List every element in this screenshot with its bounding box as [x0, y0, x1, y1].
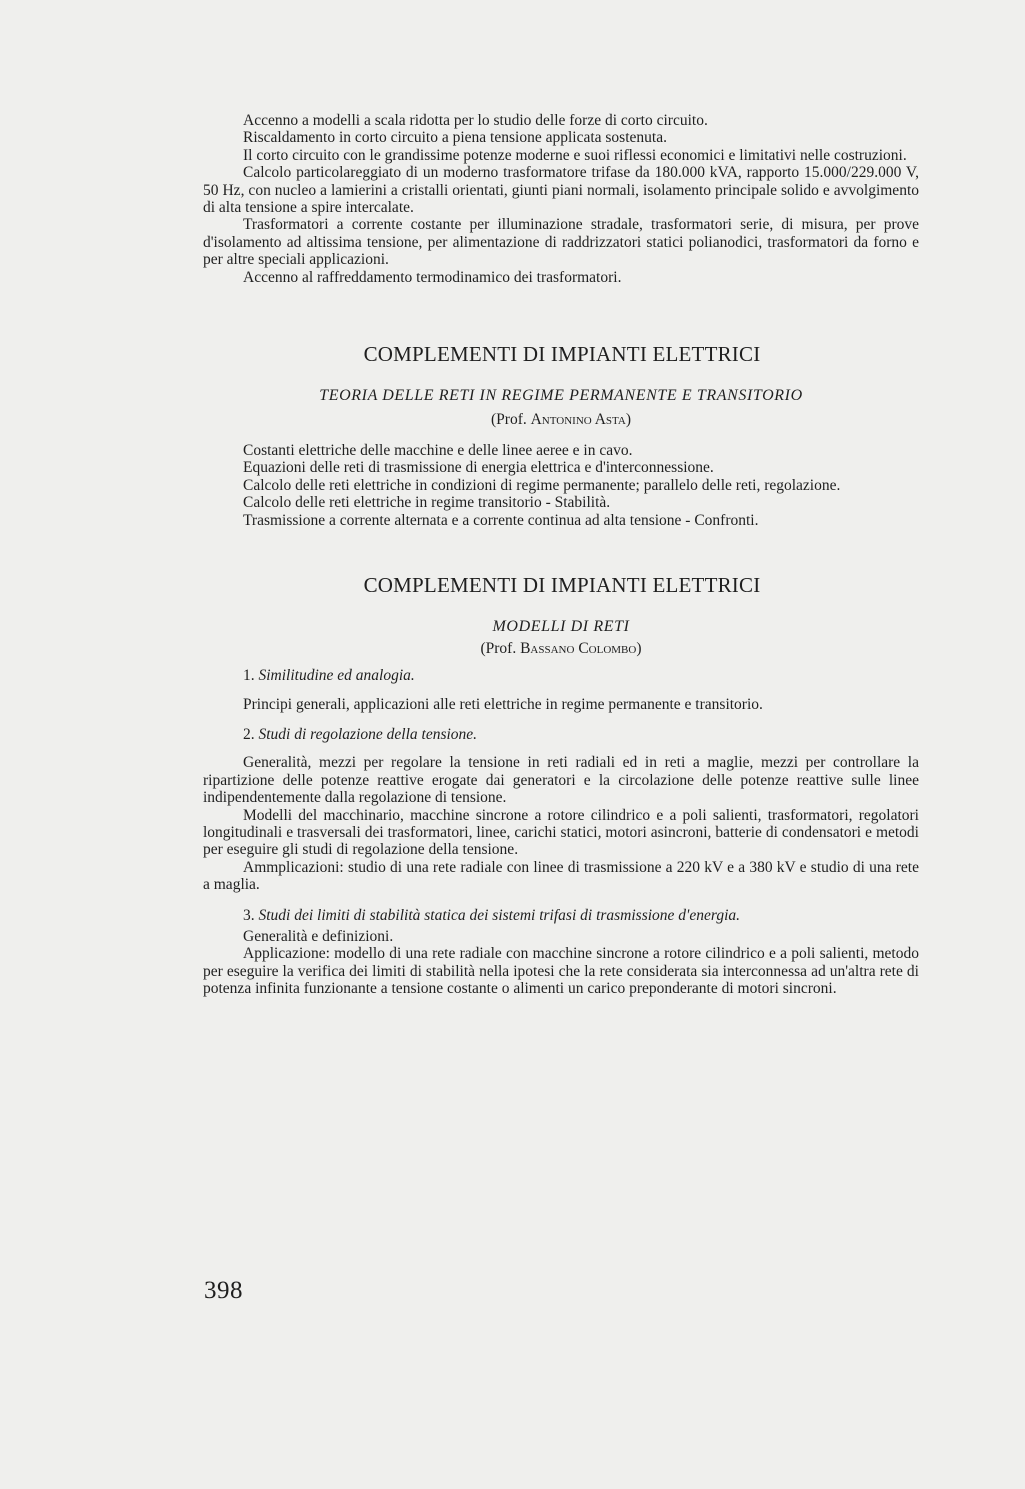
prof-suffix: ) — [636, 640, 642, 658]
paragraph: Trasmissione a corrente alternata e a corrente continua ad alta tensione - Confronti. — [243, 511, 759, 529]
paragraph: Equazioni delle reti di trasmissione di energia elettrica e d'interconnessione. — [243, 459, 714, 477]
page-number: 398 — [204, 1277, 243, 1304]
professor-line — [203, 639, 919, 659]
professor-line — [203, 410, 919, 430]
item-3 — [203, 907, 919, 998]
item-heading — [203, 667, 919, 684]
section-subtitle: MODELLI DI RETI — [492, 618, 630, 636]
section-teoria-reti — [203, 342, 919, 529]
prof-name: Antonino Asta — [530, 411, 626, 429]
prof-prefix: (Prof. — [491, 411, 531, 429]
paragraph: Generalità e definizioni. — [243, 927, 394, 945]
item-heading — [203, 907, 919, 924]
section-modelli-reti — [203, 573, 919, 998]
item-heading-text: Similitudine ed analogia. — [258, 667, 415, 685]
paragraph: Riscaldamento in corto circuito a piena tensione applicata sostenuta. — [243, 129, 667, 147]
prof-name: Bassano Colombo — [520, 640, 637, 658]
page-body — [203, 112, 919, 998]
item-1 — [203, 667, 919, 713]
section-subtitle: TEORIA DELLE RETI IN REGIME PERMANENTE E TRANSITORIO — [319, 387, 803, 405]
paragraph: Il corto circuito con le grandissime potenze moderne e suoi riflessi economici e limitativi nelle costruzioni. — [243, 146, 907, 164]
section-title: COMPLEMENTI DI IMPIANTI ELETTRICI — [363, 342, 761, 367]
prof-prefix: (Prof. — [480, 640, 521, 658]
paragraph: Modelli del macchinario, macchine sincrone a rotore cilindrico e a poli salienti, trasformatori, regolatori longitudinali e trasversali dei trasformatori, linee, carichi statici, motori asincroni, batterie di condensatori e metodi per eseguire gli studi di regolazione della tensione. — [203, 806, 919, 859]
paragraph: Costanti elettriche delle macchine e delle linee aeree e in cavo. — [243, 442, 633, 460]
item-heading-text: Studi di regolazione della tensione. — [258, 725, 478, 743]
item-number: 3. — [243, 906, 255, 924]
paragraph: Accenno a modelli a scala ridotta per lo studio delle forze di corto circuito. — [243, 112, 708, 129]
paragraph: Trasformatori a corrente costante per illuminazione stradale, trasformatori serie, di misura, per prove d'isolamento ad altissima tensione, per alimentazione di raddrizzatori statici polianodici, trasformatori da forno e per altre speciali applicazioni. — [203, 216, 919, 269]
item-heading — [203, 726, 919, 743]
paragraph: Accenno al raffreddamento termodinamico dei trasformatori. — [243, 268, 622, 286]
paragraph: Applicazione: modello di una rete radiale con macchine sincrone a rotore cilindrico e a poli salienti, metodo per eseguire la verifica dei limiti di stabilità nella ipotesi che la rete considerata sia interconnessa ad un'altra rete di potenza infinita funzionante a tensione costante o alimenti un carico preponderante di motori sincroni. — [203, 945, 919, 998]
item-2 — [203, 726, 919, 894]
paragraph: Calcolo delle reti elettriche in regime transitorio - Stabilità. — [243, 494, 611, 512]
paragraph: Principi generali, applicazioni alle reti elettriche in regime permanente e transitorio. — [243, 695, 763, 713]
paragraph: Generalità, mezzi per regolare la tensione in reti radiali ed in reti a maglie, mezzi per controllare la ripartizione delle potenze reattive erogate dai generatori e la circolazione delle potenze reattive sulle linee indipendentemente dalla regolazione di tensione. — [203, 754, 919, 807]
item-number: 1. — [243, 667, 255, 685]
paragraph: Calcolo particolareggiato di un moderno trasformatore trifase da 180.000 kVA, rapporto 15.000/229.000 V, 50 Hz, con nucleo a lamierini a cristalli orientati, giunti piani normali, isolamento principale solido e avvolgimento di alta tensione a spire intercalate. — [203, 164, 919, 217]
item-heading-text: Studi dei limiti di stabilità statica dei sistemi trifasi di trasmissione d'energia. — [258, 906, 741, 924]
section-title: COMPLEMENTI DI IMPIANTI ELETTRICI — [363, 573, 761, 598]
prof-suffix: ) — [625, 411, 631, 429]
paragraph: Calcolo delle reti elettriche in condizioni di regime permanente; parallelo delle reti, regolazione. — [243, 476, 841, 494]
section-trasformatori — [203, 112, 919, 286]
paragraph: Ammplicazioni: studio di una rete radiale con linee di trasmissione a 220 kV e a 380 kV e studio di una rete a maglia. — [203, 858, 919, 894]
item-number: 2. — [243, 725, 255, 743]
